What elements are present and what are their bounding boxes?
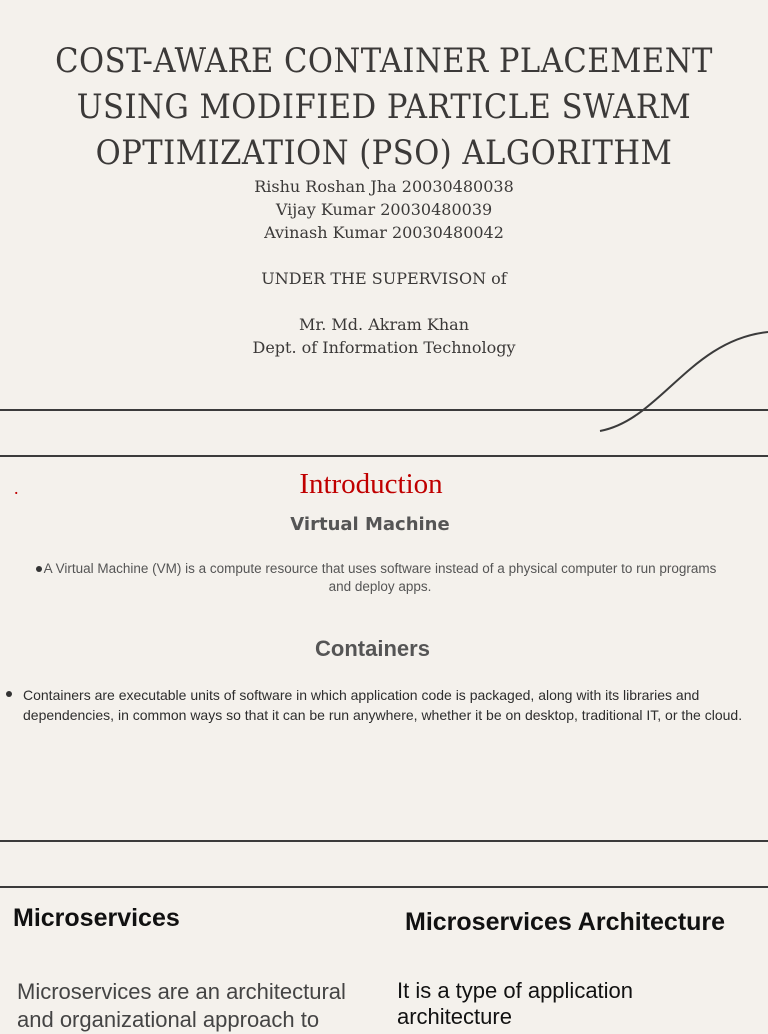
- slide-top-line: [0, 886, 768, 888]
- slide-bottom-line: [0, 840, 768, 842]
- architecture-description: It is a type of application architecture: [397, 978, 634, 1029]
- architecture-heading: Microservices Architecture: [405, 908, 726, 936]
- title-line: OPTIMIZATION (PSO) ALGORITHM: [95, 133, 673, 173]
- author-line: Rishu Roshan Jha 20030480038: [254, 177, 514, 196]
- red-dot: .: [14, 478, 19, 498]
- slide-top-line: [0, 455, 768, 457]
- bullet-icon: [6, 691, 12, 697]
- author-line: Vijay Kumar 20030480039: [275, 200, 493, 219]
- microservices-heading: Microservices: [13, 904, 180, 932]
- containers-description: Containers are executable units of software in which application code is packaged, along with its libraries and dependencies, in common ways so that it can be run anywhere, whether it be on desktop, traditional IT, or the cloud.: [23, 687, 743, 723]
- introduction-title: Introduction: [299, 468, 443, 500]
- department-name: Dept. of Information Technology: [252, 338, 516, 357]
- title-line: USING MODIFIED PARTICLE SWARM: [76, 87, 692, 127]
- swoosh-curve: [600, 332, 768, 431]
- containers-heading: Containers: [315, 636, 430, 661]
- vm-description: A Virtual Machine (VM) is a compute resource that uses software instead of a physical computer to run programs and deploy apps.: [43, 561, 717, 594]
- supervisor-name: Mr. Md. Akram Khan: [298, 315, 470, 334]
- vm-heading: Virtual Machine: [290, 514, 450, 535]
- title-line: COST-AWARE CONTAINER PLACEMENT: [55, 41, 713, 81]
- decorative-curve: [0, 0, 768, 440]
- microservices-description: Microservices are an architectural and organizational approach to: [17, 979, 346, 1032]
- supervision-label: UNDER THE SUPERVISON of: [261, 269, 507, 288]
- author-line: Avinash Kumar 20030480042: [264, 223, 504, 242]
